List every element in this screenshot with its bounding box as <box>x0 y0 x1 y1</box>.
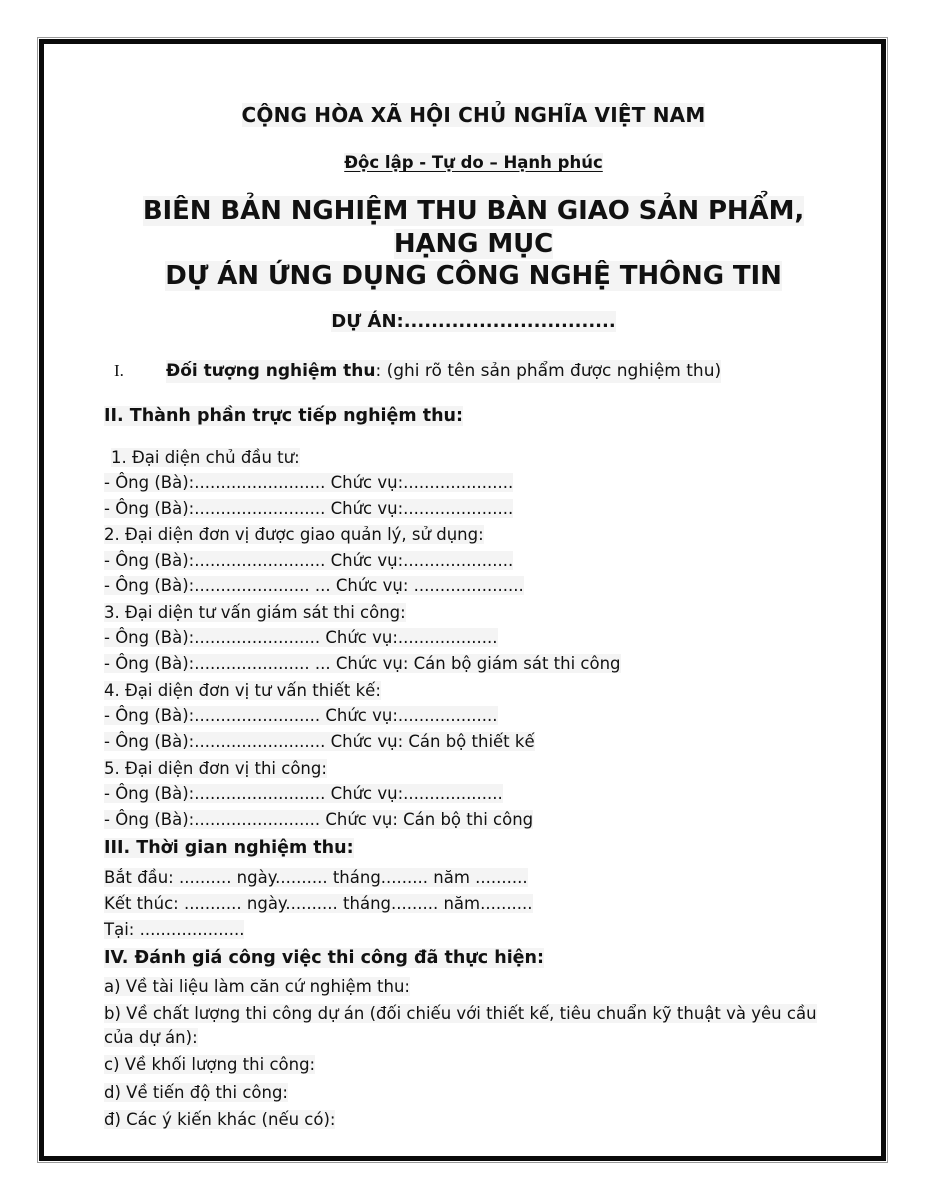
group-title-3-text: 3. Đại diện tư vấn giám sát thi công: <box>104 603 406 623</box>
time-row-start <box>104 867 843 890</box>
section-II-heading <box>104 405 843 429</box>
person-row <box>104 809 843 832</box>
project-name-line <box>104 311 843 332</box>
person-row <box>104 627 843 650</box>
time-row-end-text: Kết thúc: ........... ngày.......... tháng......... năm.......... <box>104 893 533 913</box>
evaluation-item-b-text: b) Về chất lượng thi công dự án (đối chiếu với thiết kế, tiêu chuẩn kỹ thuật và yêu cầu của dự án): <box>104 1004 817 1047</box>
person-row <box>104 575 843 598</box>
evaluation-item-c-text: c) Về khối lượng thi công: <box>104 1055 316 1075</box>
person-row-text: - Ông (Bà):......................... Chức vụ:..................... <box>104 472 514 492</box>
group-title-3 <box>104 602 843 624</box>
person-row <box>104 498 843 521</box>
section-IV-heading <box>104 947 843 971</box>
person-row-text: - Ông (Bà):......................... Chức vụ:..................... <box>104 498 514 518</box>
section-I-note: : (ghi rõ tên sản phẩm được nghiệm thu) <box>375 360 722 381</box>
group-title-1-text: 1. Đại diện chủ đầu tư: <box>111 447 300 467</box>
time-row-location-text: Tại: .................... <box>104 919 245 939</box>
group-title-2 <box>104 524 843 546</box>
project-name-label: DỰ ÁN:............................... <box>331 310 616 332</box>
page-outer-frame <box>37 37 888 1163</box>
time-row-location <box>104 919 843 942</box>
group-title-1 <box>104 447 843 469</box>
evaluation-item-d-text: d) Về tiến độ thi công: <box>104 1082 288 1102</box>
document-sheet <box>44 44 881 1156</box>
person-row-text: - Ông (Bà):......................... Chức vụ:................... <box>104 783 503 803</box>
person-row <box>104 783 843 806</box>
section-I-numeral: I. <box>114 360 124 380</box>
section-II-heading-text <box>104 406 463 426</box>
person-row-text: - Ông (Bà):........................ Chức vụ:................... <box>104 706 498 726</box>
person-row-text: - Ông (Bà):........................ Chức vụ:................... <box>104 628 498 648</box>
group-title-4 <box>104 680 843 702</box>
section-I-body <box>166 360 721 383</box>
national-motto-text: Độc lập - Tự do – Hạnh phúc <box>344 153 603 172</box>
group-title-2-text: 2. Đại diện đơn vị được giao quản lý, sử dụng: <box>104 525 484 545</box>
person-row-text: - Ông (Bà):...................... ... Chức vụ: Cán bộ giám sát thi công <box>104 654 621 674</box>
time-row-start-text: Bắt đầu: .......... ngày.......... tháng......... năm .......... <box>104 868 528 888</box>
section-III-heading-text: III. Thời gian nghiệm thu: <box>104 838 354 859</box>
section-I <box>104 360 843 383</box>
section-II-heading-label: II. Thành phần trực tiếp nghiệm thu <box>104 405 457 426</box>
national-title-text: CỘNG HÒA XÃ HỘI CHỦ NGHĨA VIỆT NAM <box>241 103 706 127</box>
evaluation-item-a-text: a) Về tài liệu làm căn cứ nghiệm thu: <box>104 977 410 997</box>
person-row-text: - Ông (Bà):......................... Chức vụ:..................... <box>104 550 514 570</box>
page-inner-frame <box>39 39 886 1161</box>
person-row <box>104 550 843 573</box>
section-IV-heading-text: IV. Đánh giá công việc thi công đã thực hiện: <box>104 948 545 969</box>
document-title-line-1: BIÊN BẢN NGHIỆM THU BÀN GIAO SẢN PHẨM, HẠNG MỤC <box>142 196 805 259</box>
section-II-heading-colon: : <box>456 405 464 426</box>
evaluation-item-c <box>104 1053 829 1076</box>
evaluation-item-dd <box>104 1108 829 1131</box>
group-title-4-text: 4. Đại diện đơn vị tư vấn thiết kế: <box>104 680 381 700</box>
evaluation-item-a <box>104 975 829 998</box>
person-row <box>104 705 843 728</box>
section-I-label: Đối tượng nghiệm thu <box>166 360 376 381</box>
person-row-text: - Ông (Bà):...................... ... Chức vụ: ..................... <box>104 576 524 596</box>
person-row-text: - Ông (Bà):......................... Chức vụ: Cán bộ thiết kế <box>104 731 535 751</box>
group-title-5-text: 5. Đại diện đơn vị thi công: <box>104 758 327 778</box>
person-row <box>104 731 843 754</box>
evaluation-item-dd-text: đ) Các ý kiến khác (nếu có): <box>104 1110 336 1130</box>
section-III-heading <box>104 837 843 861</box>
evaluation-item-b <box>104 1002 829 1049</box>
evaluation-item-d <box>104 1081 829 1104</box>
national-motto <box>104 152 843 173</box>
person-row-text: - Ông (Bà):........................ Chức vụ: Cán bộ thi công <box>104 809 534 829</box>
person-row <box>104 653 843 676</box>
time-row-end <box>104 893 843 916</box>
document-title <box>104 195 843 293</box>
national-title <box>104 102 843 128</box>
document-title-line-2: DỰ ÁN ỨNG DỤNG CÔNG NGHỆ THÔNG TIN <box>165 261 782 292</box>
group-title-5 <box>104 758 843 780</box>
person-row <box>104 472 843 495</box>
